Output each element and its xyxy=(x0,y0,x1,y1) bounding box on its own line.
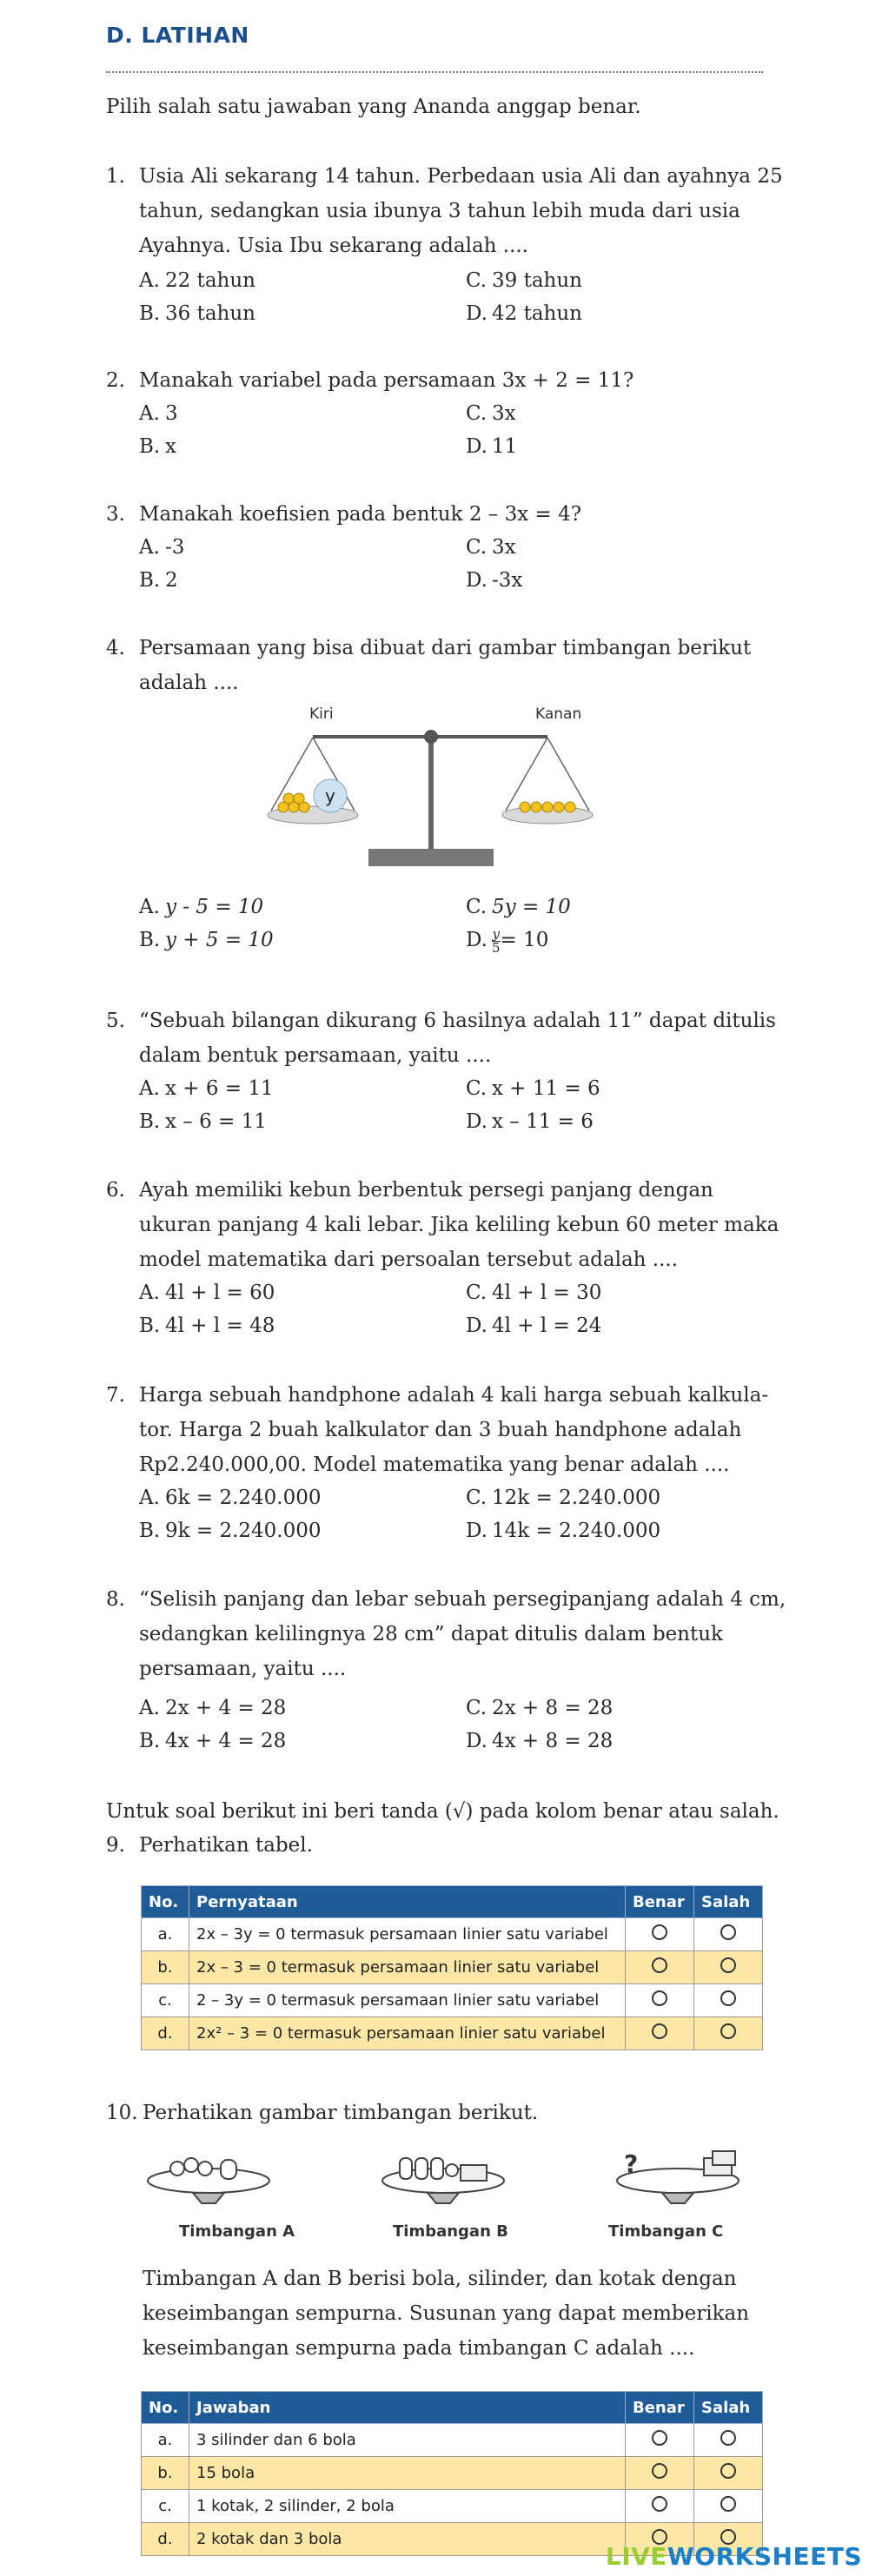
q9-text: Perhatikan tabel. xyxy=(139,1834,313,1857)
q1-option-b[interactable]: B. 36 tahun xyxy=(139,302,255,325)
radio-true-b[interactable] xyxy=(626,1951,694,1984)
row-statement: 2x – 3 = 0 termasuk persamaan linier satu variabel xyxy=(189,1951,626,1984)
table-header-row xyxy=(142,2392,763,2424)
table-row xyxy=(142,1918,763,1951)
q8-line: persamaan, yaitu .... xyxy=(139,1658,347,1680)
caption-scale-a: Timbangan A xyxy=(179,2222,295,2241)
radio-false-a[interactable] xyxy=(694,2424,763,2457)
row-no: b. xyxy=(142,2457,189,2490)
balance-scale-illustration xyxy=(252,699,600,873)
q8-line: sedangkan kelilingnya 28 cm” dapat ditulis dalam bentuk xyxy=(139,1623,723,1646)
scale-pole xyxy=(428,738,434,850)
q2-text: Manakah variabel pada persamaan 3x + 2 = 11? xyxy=(139,369,634,392)
fraction-y-over-5: $\frac{y}{5}$ xyxy=(492,925,501,956)
right-weights xyxy=(520,802,575,812)
caption-scale-b: Timbangan B xyxy=(393,2222,508,2241)
radio-false-c[interactable] xyxy=(694,1984,763,2017)
q9-number: 9. xyxy=(106,1834,125,1857)
q3-option-a[interactable]: A. -3 xyxy=(139,536,185,559)
q9-table xyxy=(141,1885,763,2050)
q8-option-c[interactable]: C. 2x + 8 = 28 xyxy=(466,1697,614,1719)
radio-true-a[interactable] xyxy=(626,1918,694,1951)
q6-option-a[interactable]: A. 4l + l = 60 xyxy=(139,1281,275,1304)
caption-scale-c: Timbangan C xyxy=(608,2222,724,2241)
q1-number: 1. xyxy=(106,165,125,188)
q4-line: adalah .... xyxy=(139,672,239,694)
q10-line: keseimbangan sempurna pada timbangan C adalah .... xyxy=(143,2337,695,2360)
instruction: Pilih salah satu jawaban yang Ananda anggap benar. xyxy=(106,96,641,118)
table-row xyxy=(142,2424,763,2457)
radio-true-b[interactable] xyxy=(626,2457,694,2490)
scale-b-illustration xyxy=(382,2158,504,2203)
q7-option-c[interactable]: C. 12k = 2.240.000 xyxy=(466,1487,661,1509)
q1-option-a[interactable]: A. 22 tahun xyxy=(139,269,255,292)
q3-option-d[interactable]: D. -3x xyxy=(466,569,523,592)
q4-option-b[interactable]: B. y + 5 = 10 xyxy=(139,929,274,951)
q3-number: 3. xyxy=(106,503,125,526)
q1-line: Usia Ali sekarang 14 tahun. Perbedaan usia Ali dan ayahnya 25 xyxy=(139,165,783,188)
row-no: d. xyxy=(142,2017,189,2050)
row-no: d. xyxy=(142,2523,189,2556)
q6-number: 6. xyxy=(106,1179,125,1202)
instruction-true-false: Untuk soal berikut ini beri tanda (√) pada kolom benar atau salah. xyxy=(106,1800,779,1823)
unknown-question-mark: ? xyxy=(624,2149,639,2178)
row-no: c. xyxy=(142,1984,189,2017)
q7-option-b[interactable]: B. 9k = 2.240.000 xyxy=(139,1520,322,1542)
q2-option-a[interactable]: A. 3 xyxy=(139,402,178,425)
variable-weight-label: y xyxy=(325,785,335,806)
q4-option-c[interactable]: C. 5y = 10 xyxy=(466,896,571,918)
q7-number: 7. xyxy=(106,1384,125,1407)
q1-text xyxy=(139,159,783,263)
q10-text: Perhatikan gambar timbangan berikut. xyxy=(143,2102,539,2124)
q8-option-d[interactable]: D. 4x + 8 = 28 xyxy=(466,1730,614,1752)
q5-line: “Sebuah bilangan dikurang 6 hasilnya adalah 11” dapat ditulis xyxy=(139,1010,776,1032)
q6-line: ukuran panjang 4 kali lebar. Jika keliling kebun 60 meter maka xyxy=(139,1214,779,1236)
section-title: D. LATIHAN xyxy=(106,23,249,48)
dotted-divider xyxy=(106,71,763,73)
scale-base xyxy=(368,849,494,866)
q7-text xyxy=(139,1378,768,1482)
radio-false-a[interactable] xyxy=(694,1918,763,1951)
q7-line: Rp2.240.000,00. Model matematika yang benar adalah .... xyxy=(139,1454,730,1476)
row-no: a. xyxy=(142,1918,189,1951)
q4-number: 4. xyxy=(106,637,125,659)
q7-option-a[interactable]: A. 6k = 2.240.000 xyxy=(139,1487,322,1509)
q7-line: Harga sebuah handphone adalah 4 kali harga sebuah kalkula- xyxy=(139,1384,769,1407)
q1-line: Ayahnya. Usia Ibu sekarang adalah .... xyxy=(139,235,529,257)
q4-option-a[interactable]: A. y - 5 = 10 xyxy=(139,896,264,918)
q5-option-b[interactable]: B. x – 6 = 11 xyxy=(139,1110,267,1133)
row-no: a. xyxy=(142,2424,189,2457)
q10-description xyxy=(143,2261,749,2366)
q3-option-c[interactable]: C. 3x xyxy=(466,536,516,559)
q1-option-d[interactable]: D. 42 tahun xyxy=(466,302,582,325)
q8-line: “Selisih panjang dan lebar sebuah persegipanjang adalah 4 cm, xyxy=(139,1588,786,1611)
q6-option-c[interactable]: C. 4l + l = 30 xyxy=(466,1281,602,1304)
row-answer: 1 kotak, 2 silinder, 2 bola xyxy=(189,2490,626,2523)
radio-true-a[interactable] xyxy=(626,2424,694,2457)
q10-number: 10. xyxy=(106,2102,138,2124)
scale-left-label: Kiri xyxy=(309,705,334,723)
q10-line: keseimbangan sempurna. Susunan yang dapat memberikan xyxy=(143,2302,750,2325)
table-row xyxy=(142,1951,763,1984)
q2-number: 2. xyxy=(106,369,125,392)
left-weights xyxy=(278,793,309,812)
balance-images xyxy=(130,2146,773,2207)
table-row xyxy=(142,1984,763,2017)
q5-text xyxy=(139,1003,776,1073)
header-false: Salah xyxy=(694,1886,763,1918)
row-answer: 2 kotak dan 3 bola xyxy=(189,2523,626,2556)
row-no: b. xyxy=(142,1951,189,1984)
header-true: Benar xyxy=(626,2392,694,2424)
q6-line: Ayah memiliki kebun berbentuk persegi panjang dengan xyxy=(139,1179,713,1202)
q6-line: model matematika dari persoalan tersebut adalah .... xyxy=(139,1248,679,1271)
table-row xyxy=(142,2457,763,2490)
row-answer: 3 silinder dan 6 bola xyxy=(189,2424,626,2457)
header-false: Salah xyxy=(694,2392,763,2424)
scale-right-label: Kanan xyxy=(535,705,582,723)
table-header-row xyxy=(142,1886,763,1918)
row-answer: 15 bola xyxy=(189,2457,626,2490)
q5-option-d[interactable]: D. x – 11 = 6 xyxy=(466,1110,594,1133)
q1-option-c[interactable]: C. 39 tahun xyxy=(466,269,582,292)
q6-option-d[interactable]: D. 4l + l = 24 xyxy=(466,1314,602,1337)
q8-option-a[interactable]: A. 2x + 4 = 28 xyxy=(139,1697,287,1719)
row-statement: 2 – 3y = 0 termasuk persamaan linier satu variabel xyxy=(189,1984,626,2017)
q1-line: tahun, sedangkan usia ibunya 3 tahun lebih muda dari usia xyxy=(139,200,740,222)
q6-option-b[interactable]: B. 4l + l = 48 xyxy=(139,1314,275,1337)
row-no: c. xyxy=(142,2490,189,2523)
q4-text xyxy=(139,631,751,700)
q8-option-b[interactable]: B. 4x + 4 = 28 xyxy=(139,1730,287,1752)
scale-a-illustration xyxy=(148,2158,269,2203)
radio-true-d[interactable] xyxy=(626,2017,694,2050)
radio-true-c[interactable] xyxy=(626,1984,694,2017)
q5-option-c[interactable]: C. x + 11 = 6 xyxy=(466,1077,600,1100)
header-answer: Jawaban xyxy=(189,2392,626,2424)
liveworksheets-watermark: LIVEWORKSHEETS xyxy=(605,2542,862,2571)
q7-line: tor. Harga 2 buah kalkulator dan 3 buah handphone adalah xyxy=(139,1419,742,1441)
q10-table xyxy=(141,2391,763,2556)
q7-option-d[interactable]: D. 14k = 2.240.000 xyxy=(466,1520,661,1542)
radio-true-c[interactable] xyxy=(626,2490,694,2523)
header-true: Benar xyxy=(626,1886,694,1918)
header-statement: Pernyataan xyxy=(189,1886,626,1918)
q5-line: dalam bentuk persamaan, yaitu .... xyxy=(139,1044,492,1067)
header-no: No. xyxy=(142,1886,189,1918)
row-statement: 2x² – 3 = 0 termasuk persamaan linier satu variabel xyxy=(189,2017,626,2050)
table-row xyxy=(142,2490,763,2523)
q8-text xyxy=(139,1582,786,1686)
q10-line: Timbangan A dan B berisi bola, silinder, dan kotak dengan xyxy=(143,2268,737,2290)
scale-pivot xyxy=(424,730,438,744)
q2-option-d[interactable]: D. 11 xyxy=(466,435,518,458)
row-statement: 2x – 3y = 0 termasuk persamaan linier satu variabel xyxy=(189,1918,626,1951)
radio-false-b[interactable] xyxy=(694,2457,763,2490)
table-row xyxy=(142,2017,763,2050)
q4-line: Persamaan yang bisa dibuat dari gambar timbangan berikut xyxy=(139,637,752,659)
radio-false-d[interactable] xyxy=(694,2017,763,2050)
q3-option-b[interactable]: B. 2 xyxy=(139,569,178,592)
q2-option-c[interactable]: C. 3x xyxy=(466,402,516,425)
q5-option-a[interactable]: A. x + 6 = 11 xyxy=(139,1077,274,1100)
radio-false-c[interactable] xyxy=(694,2490,763,2523)
q5-number: 5. xyxy=(106,1010,125,1032)
radio-false-b[interactable] xyxy=(694,1951,763,1984)
q8-number: 8. xyxy=(106,1588,125,1611)
q4-option-d[interactable]: D. $\frac{y}{5}$ = 10 xyxy=(466,925,549,956)
q2-option-b[interactable]: B. x xyxy=(139,435,176,458)
q3-text: Manakah koefisien pada bentuk 2 – 3x = 4? xyxy=(139,503,582,526)
header-no: No. xyxy=(142,2392,189,2424)
q6-text xyxy=(139,1173,779,1277)
